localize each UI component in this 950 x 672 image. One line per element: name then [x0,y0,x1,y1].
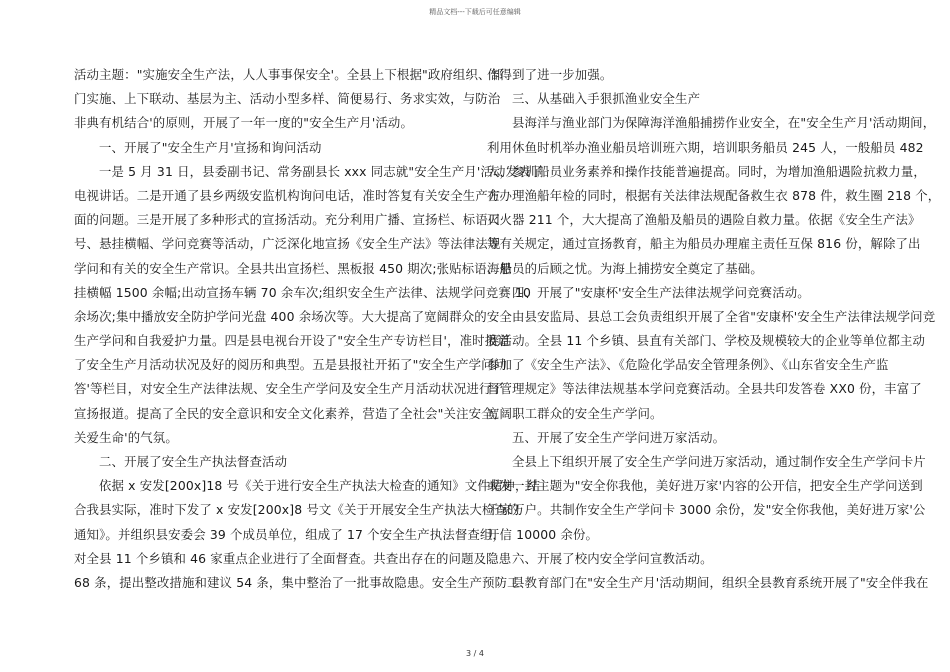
text-line: 督管理规定》等法律法规基本学问竞赛活动。全县共印发答卷 XX0 份，丰富了 [487,381,922,397]
text-line: 县教育部门在"安全生产月'活动期间，组织全县教育系统开展了"安全伴我在 [512,574,929,590]
text-line: 学问和有关的安全生产常识。全县共出宣扬栏、黑板报 450 期次;张贴标语、悬 [74,260,512,276]
text-line: 了安全生产月活动状况及好的阅历和典型。五是县报社开拓了"安全生产学问问 [74,357,507,373]
text-line: 六、开展了校内安全学问宣教活动。 [512,550,713,566]
text-line: 合我县实际，准时下发了 x 安发[200x]8 号文《关于开展安全生产执法大检查的 [74,502,520,518]
text-line: 由县安监局、县总工会负责组织开展了全省"安康杯'安全生产法律法规学问竞 [512,308,936,324]
text-line: 赛活动。全县 11 个乡镇、县直有关部门、学校及规模较大的企业等单位都主动 [487,333,926,349]
text-line: 全县上下组织开展了安全生产学问进万家活动，通过制作安全生产学问卡片 [512,454,926,469]
text-line: 海船员的后顾之忧。为海上捕捞安全奠定了基础。 [487,260,763,276]
text-line: 依据 x 安发[200x]18 号《关于进行安全生产执法大检查的通知》文件精神，结 [99,478,541,494]
text-line: 一是 5 月 31 日，县委副书记、常务副县长 xxx 同志就"安全生产月'活动发表了 [99,163,544,179]
text-line: 在办理渔船年检的同时，根据有关法律法规配备救生衣 878 件，救生圈 218 个， [487,187,941,203]
text-line: 二、开展了安全生产执法督查活动 [99,454,288,469]
text-line: 关爱生命'的气氛。 [74,429,178,445]
text-line: 非典有机结合'的原则，开展了一年一度的"安全生产月'活动。 [74,115,414,131]
text-line: 等有关规定，通过宣扬教育，船主为船员办理雇主责任互保 816 份，解除了出 [487,236,921,252]
text-line: 门实施、上下联动、基层为主、活动小型多样、简便易行、务求实效，与防治 [74,91,501,107]
text-line: 68 条，提出整改措施和建议 54 条，集中整治了一批事故隐患。安全生产预防工 [74,574,520,590]
text-line: 开信 10000 余份。 [487,526,599,542]
text-line: 或发一封主题为"安全你我他，美好进万家'内容的公开信，把安全生产学问送到 [487,478,923,494]
text-line: 宣扬报道。提高了全民的安全意识和安全文化素养，营造了全社会"关注安全, [74,405,498,421]
right-text-column [487,63,941,595]
text-line: 生产学问和自我爱护力量。四是县电视台开设了"安全生产专访栏目'，准时报道 [74,333,510,349]
text-line: 活动主题："实施安全生产法，人人事事保安全'。全县上下根据"政府组织、部 [74,67,504,82]
text-line: 通知》。并组织县安委会 39 个成员单位，组成了 17 个安全生产执法督查组， [74,526,506,542]
page-header: 精品文档---下载后可任意编辑 [429,8,521,16]
text-line: 挂横幅 1500 余幅;出动宣扬车辆 70 余车次;组织安全生产法律、法规学问竞赛 10 [74,284,532,300]
text-line: 参加了《安全生产法》、《危险化学品安全管理条例》、《山东省安全生产监 [487,357,889,373]
text-line: 一、开展了"安全生产月'宣扬和询问活动 [99,139,322,155]
text-line: 千家万户。共制作安全生产学问卡 3000 余份，发"安全你我他，美好进万家'公 [487,502,926,518]
text-line: 四、开展了"安康杯'安全生产法律法规学问竞赛活动。 [512,284,810,300]
text-line: 答'等栏目，对安全生产法律法规、安全生产学问及安全生产月活动状况进行了 [74,381,504,397]
text-line: 号、悬挂横幅、学问竞赛等活动，广泛深化地宣扬《安全生产法》等法律法规 [74,236,501,252]
text-line: 利用休鱼时机举办渔业船员培训班六期，培训职务船员 245 人，一般船员 482 [487,139,924,155]
text-line: 对全县 11 个乡镇和 46 家重点企业进行了全面督查。共查出存在的问题及隐患 [74,550,512,566]
text-line: 作得到了进一步加强。 [487,67,613,82]
text-line: 余场次;集中播放安全防护学问光盘 400 余场次等。大大提高了宽阔群众的安全 [74,308,512,324]
text-line: 灭火器 211 个，大大提高了渔船及船员的遇险自救力量。依据《安全生产法》 [487,212,921,228]
page-number: 3 / 4 [466,649,484,658]
text-line: 面的问题。三是开展了多种形式的宣扬活动。充分利用广播、宣扬栏、标语口 [74,212,501,228]
text-line: 人，参训船员业务素养和操作技能普遍提高。同时，为增加渔船遇险抗救力量， [487,163,926,179]
text-line: 电视讲话。二是开通了县乡两级安监机构询问电话，准时答复有关安全生产方 [74,187,501,203]
text-line: 县海洋与渔业部门为保障海洋渔船捕捞作业安全，在"安全生产月'活动期间， [512,115,936,131]
text-line: 宽阔职工群众的安全生产学问。 [487,405,663,421]
text-line: 三、从基础入手狠抓渔业安全生产 [512,91,701,107]
text-line: 五、开展了安全生产学问进万家活动。 [512,429,726,445]
